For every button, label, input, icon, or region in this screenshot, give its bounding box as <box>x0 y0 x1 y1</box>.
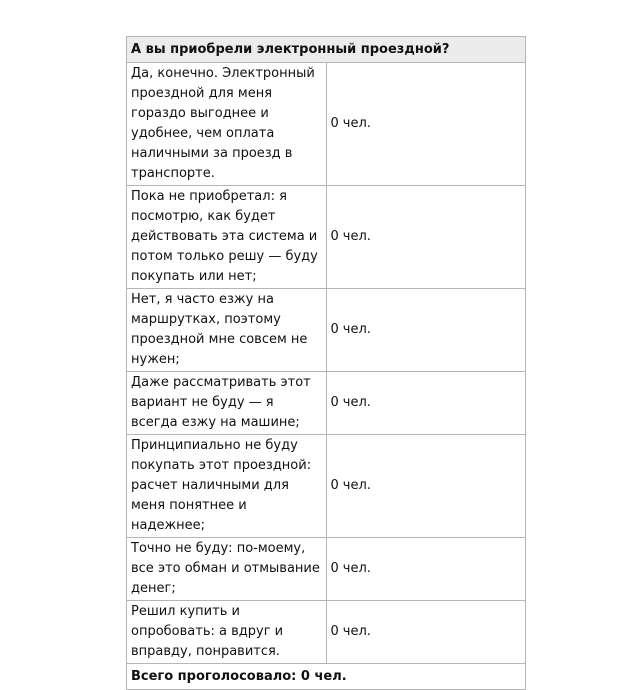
vote-unit: чел. <box>342 322 371 337</box>
poll-option-row <box>127 601 526 664</box>
vote-count: 0 <box>330 229 339 244</box>
poll-option-text: Даже рассматривать этот вариант не буду — я всегда езжу на машине; <box>127 372 327 435</box>
vote-unit: чел. <box>342 478 371 493</box>
vote-unit: чел. <box>342 229 371 244</box>
poll-option-text: Принципиально не буду покупать этот проездной: расчет наличными для меня понятнее и надежнее; <box>127 435 327 538</box>
poll-option-row <box>127 372 526 435</box>
vote-unit: чел. <box>342 561 371 576</box>
vote-count: 0 <box>330 561 339 576</box>
poll-total: Всего проголосовало: 0 чел. <box>127 664 526 690</box>
vote-count: 0 <box>330 322 339 337</box>
poll-question: А вы приобрели электронный проездной? <box>127 37 526 63</box>
poll-option-row <box>127 538 526 601</box>
poll-option-row <box>127 435 526 538</box>
poll-option-count <box>326 186 526 289</box>
poll-option-row <box>127 289 526 372</box>
poll-option-count <box>326 435 526 538</box>
poll-option-row <box>127 186 526 289</box>
poll-option-text: Да, конечно. Электронный проездной для меня гораздо выгоднее и удобнее, чем оплата наличными за проезд в транспорте. <box>127 63 327 186</box>
poll-option-count <box>326 372 526 435</box>
poll-table <box>126 36 526 690</box>
vote-count: 0 <box>330 395 339 410</box>
poll-option-count <box>326 63 526 186</box>
vote-count: 0 <box>330 116 339 131</box>
vote-unit: чел. <box>342 395 371 410</box>
poll-option-text: Решил купить и опробовать: а вдруг и вправду, понравится. <box>127 601 327 664</box>
poll-option-row <box>127 63 526 186</box>
poll-option-count <box>326 601 526 664</box>
poll-total-row <box>127 664 526 690</box>
poll-header-row <box>127 37 526 63</box>
vote-count: 0 <box>330 624 339 639</box>
vote-count: 0 <box>330 478 339 493</box>
vote-unit: чел. <box>342 116 371 131</box>
poll-option-text: Точно не буду: по-моему, все это обман и отмывание денег; <box>127 538 327 601</box>
poll-option-text: Пока не приобретал: я посмотрю, как будет действовать эта система и потом только решу — буду покупать или нет; <box>127 186 327 289</box>
poll-option-count <box>326 289 526 372</box>
poll-option-text: Нет, я часто езжу на маршрутках, поэтому проездной мне совсем не нужен; <box>127 289 327 372</box>
vote-unit: чел. <box>342 624 371 639</box>
poll-option-count <box>326 538 526 601</box>
